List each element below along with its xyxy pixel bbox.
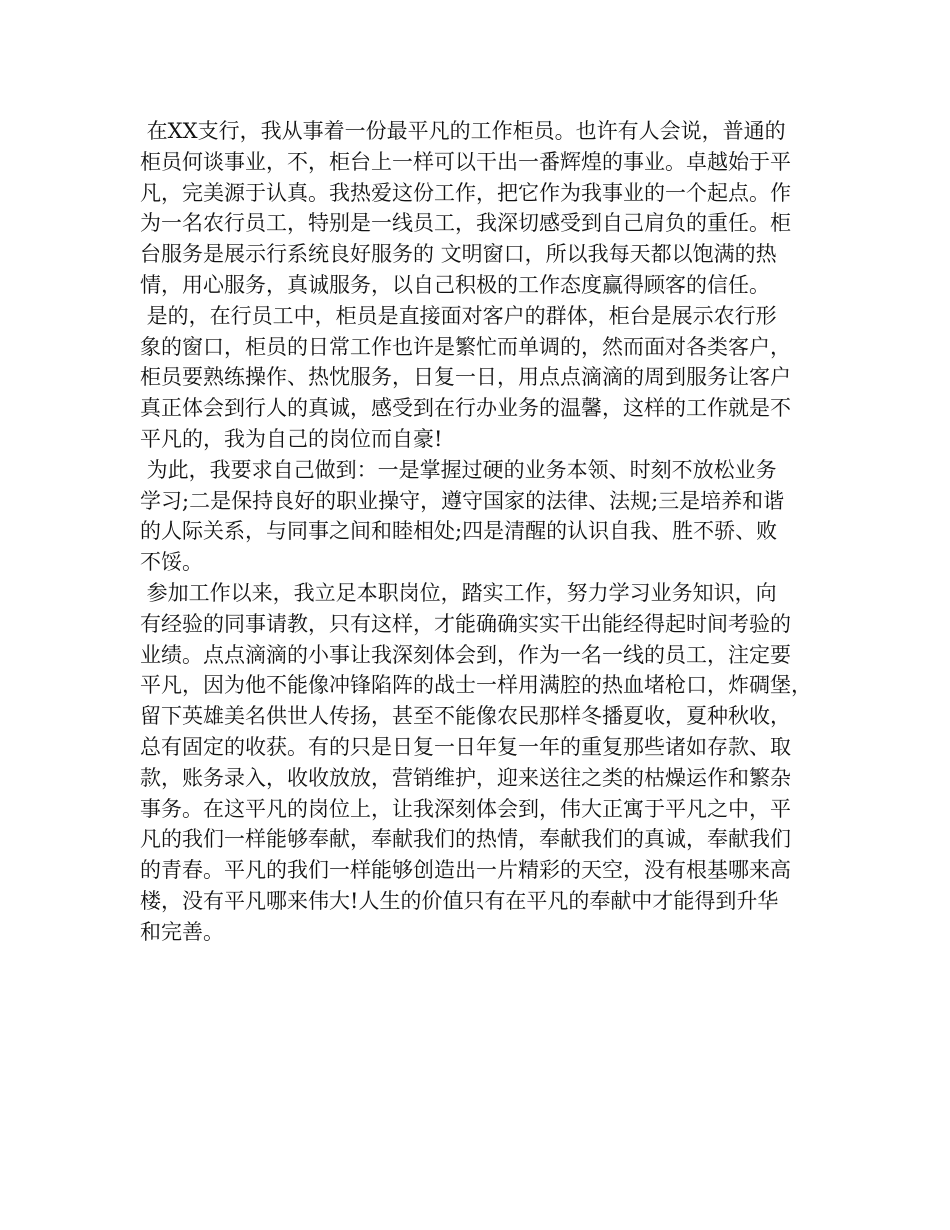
text-line: 总有固定的收获。有的只是日复一日年复一年的重复那些诸如存款、取	[140, 734, 791, 759]
text-line: 参加工作以来，我立足本职岗位，踏实工作，努力学习业务知识，向	[140, 580, 777, 605]
text-line: 真正体会到行人的真诚，感受到在行办业务的温馨，这样的工作就是不	[140, 396, 791, 421]
text-line: 情，用心服务，真诚服务，以自己积极的工作态度赢得顾客的信任。	[140, 272, 770, 297]
text-line: 有经验的同事请教，只有这样，才能确确实实干出能经得起时间考验的	[140, 611, 791, 636]
text-line: 事务。在这平凡的岗位上，让我深刻体会到，伟大正寓于平凡之中，平	[140, 796, 791, 821]
text-line: 柜员何谈事业，不，柜台上一样可以干出一番辉煌的事业。卓越始于平	[140, 149, 791, 174]
text-line: 不馁。	[140, 550, 203, 575]
text-line: 为一名农行员工，特别是一线员工，我深切感受到自己肩负的重任。柜	[140, 211, 791, 236]
text-line: 为此，我要求自己做到：一是掌握过硬的业务本领、时刻不放松业务	[140, 457, 777, 482]
text-line: 象的窗口，柜员的日常工作也许是繁忙而单调的，然而面对各类客户，	[140, 334, 791, 359]
text-line: 的人际关系，与同事之间和睦相处;四是清醒的认识自我、胜不骄、败	[140, 519, 778, 544]
text-line: 凡，完美源于认真。我热爱这份工作，把它作为我事业的一个起点。作	[140, 180, 791, 205]
text-line: 是的，在行员工中，柜员是直接面对客户的群体，柜台是展示农行形	[140, 303, 777, 328]
text-line: 款，账务录入，收收放放，营销维护，迎来送往之类的枯燥运作和繁杂	[140, 765, 791, 790]
text-line: 柜员要熟练操作、热忱服务，日复一日，用点点滴滴的周到服务让客户	[140, 365, 791, 390]
document-body	[140, 116, 815, 948]
text-line: 平凡，因为他不能像冲锋陷阵的战士一样用满腔的热血堵枪口，炸碉堡，	[140, 673, 812, 698]
text-line: 业绩。点点滴滴的小事让我深刻体会到，作为一名一线的员工，注定要	[140, 642, 791, 667]
text-line: 学习;二是保持良好的职业操守，遵守国家的法律、法规;三是培养和谐	[140, 488, 785, 513]
text-line: 楼，没有平凡哪来伟大!人生的价值只有在平凡的奉献中才能得到升华	[140, 888, 779, 913]
text-line: 台服务是展示行系统良好服务的 文明窗口，所以我每天都以饱满的热	[140, 242, 777, 267]
text-line: 留下英雄美名供世人传扬，甚至不能像农民那样冬播夏收，夏种秋收，	[140, 704, 791, 729]
text-line: 和完善。	[140, 919, 224, 944]
text-line: 凡的我们一样能够奉献，奉献我们的热情，奉献我们的真诚，奉献我们	[140, 827, 791, 852]
text-line: 平凡的，我为自己的岗位而自豪!	[140, 426, 443, 451]
text-line: 在XX支行，我从事着一份最平凡的工作柜员。也许有人会说，普通的	[140, 119, 786, 143]
text-line: 的青春。平凡的我们一样能够创造出一片精彩的天空，没有根基哪来高	[140, 858, 791, 883]
